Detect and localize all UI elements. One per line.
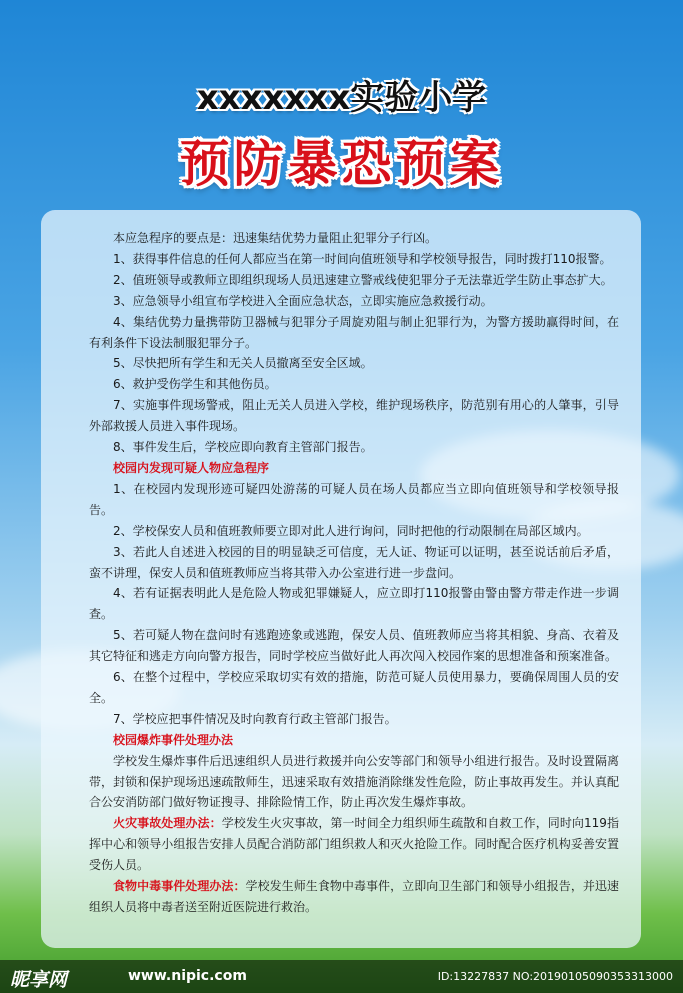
section-heading: 校园爆炸事件处理办法 <box>113 732 234 747</box>
paragraph: 4、集结优势力量携带防卫器械与犯罪分子周旋劝阻与制止犯罪行为，为警方援助赢得时间，在有利条件下设法制服犯罪分子。 <box>89 314 619 350</box>
paragraph: 7、学校应把事件情况及时向教育行政主管部门报告。 <box>113 711 397 726</box>
image-id: ID:13227837 NO:20190105090353313000 <box>437 970 673 983</box>
paragraph-text: 学校发生火灾事故，第一时间全力组织师生疏散和自救工作，同时向119指挥中心和领导小组报告安排人员配合消防部门组织救人和灭火抢险工作。同时配合医疗机构妥善安置受伤人员。 <box>89 816 619 873</box>
paragraph: 1、在校园内发现形迹可疑四处游荡的可疑人员在场人员都应当立即向值班领导和学校领导报告。 <box>89 481 619 517</box>
inline-heading: 火灾事故处理办法： <box>113 816 222 831</box>
page-title: 预防暴恐预案 <box>179 135 504 193</box>
paragraph <box>89 876 619 918</box>
paragraph: 3、若此人自述进入校园的目的明显缺乏可信度，无人证、物证可以证明，甚至说话前后矛盾，蛮不讲理，保安人员和值班教师应当将其带入办公室进行进一步盘问。 <box>89 544 619 580</box>
site-logo: 昵享网 <box>10 969 68 991</box>
paragraph: 5、尽快把所有学生和无关人员撤离至安全区域。 <box>113 356 373 371</box>
paragraph: 学校发生爆炸事件后迅速组织人员进行救援并向公安等部门和领导小组进行报告。及时设置隔离带，封锁和保护现场迅速疏散师生，迅速采取有效措施消除继发性危险，防止事故再发生。并认真配合公安消防部门做好物证搜寻、排除险情工作，防止再次发生爆炸事故。 <box>89 753 619 810</box>
content-panel <box>41 210 641 948</box>
paragraph-text: 学校发生师生食物中毒事件，立即向卫生部门和领导小组报告，并迅速组织人员将中毒者送至附近医院进行救治。 <box>89 879 619 914</box>
school-name: xxxxxxx实验小学 <box>196 78 487 118</box>
inline-heading: 食物中毒事件处理办法： <box>113 879 246 894</box>
paragraph: 5、若可疑人物在盘问时有逃跑迹象或逃跑，保安人员、值班教师应当将其相貌、身高、衣着及其它特征和逃走方向向警方报告，同时学校应当做好此人再次闯入校园作案的思想准备和预案准备。 <box>89 628 619 664</box>
paragraph: 6、救护受伤学生和其他伤员。 <box>113 377 277 392</box>
paragraph: 2、学校保安人员和值班教师要立即对此人进行询问，同时把他的行动限制在局部区域内。 <box>113 523 589 538</box>
paragraph: 4、若有证据表明此人是危险人物或犯罪嫌疑人，应立即打110报警由警由警方带走作进一步调查。 <box>89 586 619 622</box>
paragraph: 8、事件发生后，学校应即向教育主管部门报告。 <box>113 440 373 455</box>
paragraph: 6、在整个过程中，学校应采取切实有效的措施，防范可疑人员使用暴力，要确保周围人员的安全。 <box>89 670 619 705</box>
site-url: www.nipic.com <box>128 968 247 984</box>
paragraph: 7、实施事件现场警戒，阻止无关人员进入学校，维护现场秩序，防范别有用心的人肇事，引导外部救援人员进入事件现场。 <box>89 398 619 434</box>
watermark-bar <box>0 960 683 993</box>
paragraph: 1、获得事件信息的任何人都应当在第一时间向值班领导和学校领导报告，同时拨打110报警。 <box>113 251 612 266</box>
section-heading: 校园内发现可疑人物应急程序 <box>113 460 270 475</box>
paragraph: 2、值班领导或教师立即组织现场人员迅速建立警戒线使犯罪分子无法靠近学生防止事态扩大。 <box>113 272 613 287</box>
paragraph: 本应急程序的要点是：迅速集结优势力量阻止犯罪分子行凶。 <box>113 231 438 245</box>
paragraph: 3、应急领导小组宣布学校进入全面应急状态，立即实施应急救援行动。 <box>113 293 493 308</box>
content-body <box>89 228 619 918</box>
paragraph <box>89 813 619 876</box>
